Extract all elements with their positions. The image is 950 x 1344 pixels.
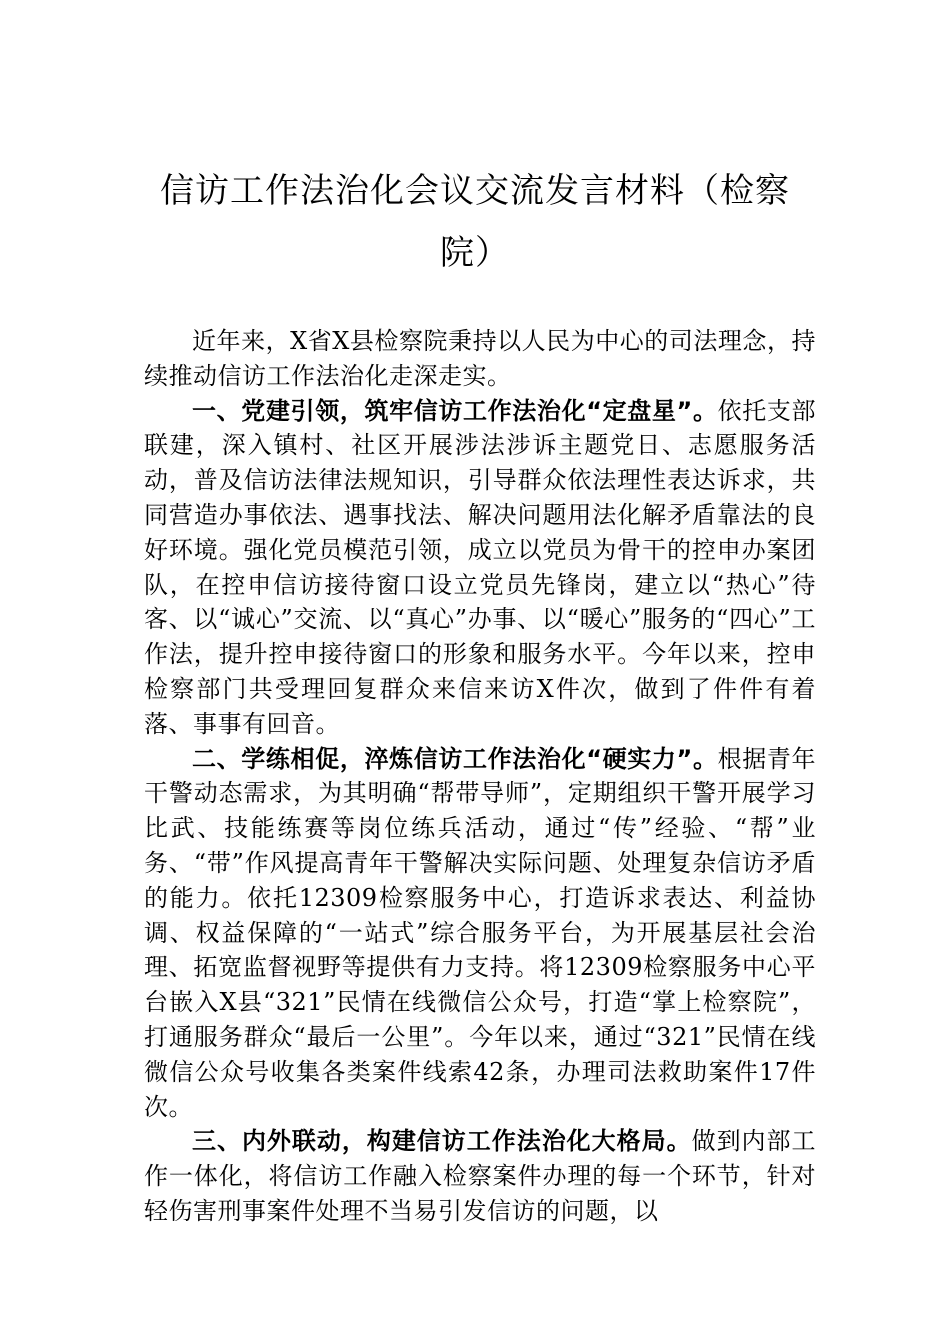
paragraph-section-3: [144, 1124, 816, 1228]
document-title: [140, 160, 810, 284]
paragraph-text: 根据青年干警动态需求，为其明确“帮带导师”，定期组织干警开展学习比武、技能练赛等岗位练兵活动，通过“传”经验、“帮”业务、“带”作风提高青年干警解决实际问题、处理复杂信访矛盾的能力。依托12309检察服务中心，打造诉求表达、利益协调、权益保障的“一站式”综合服务平台，为开展基层社会治理、拓宽监督视野等提供有力支持。将12309检察服务中心平台嵌入X县“321”民情在线微信公众号，打造“掌上检察院”，打通服务群众“最后一公里”。今年以来，通过“321”民情在线微信公众号收集各类案件线索42条，办理司法救助案件17件次。: [144, 744, 817, 1121]
document-body: [144, 324, 816, 1229]
section-heading-3: 三、内外联动，构建信访工作法治化大格局。: [192, 1127, 692, 1156]
section-heading-1: 一、党建引领，筑牢信访工作法治化“定盘星”。: [192, 396, 718, 425]
title-line-1: 信访工作法治化会议交流发言材料（检察: [160, 171, 790, 211]
paragraph-text: 依托支部联建，深入镇村、社区开展涉法涉诉主题党日、志愿服务活动，普及信访法律法规知识，引导群众依法理性表达诉求，共同营造办事依法、遇事找法、解决问题用法化解矛盾靠法的良好环境。强化党员模范引领，成立以党员为骨干的控申办案团队，在控申信访接待窗口设立党员先锋岗，建立以“热心”待客、以“诚心”交流、以“真心”办事、以“暖心”服务的“四心”工作法，提升控申接待窗口的形象和服务水平。今年以来，控申检察部门共受理回复群众来信来访X件次，做到了件件有着落、事事有回音。: [144, 396, 817, 738]
section-heading-2: 二、学练相促，淬炼信访工作法治化“硬实力”。: [192, 744, 718, 773]
paragraph-section-1: [144, 394, 816, 742]
title-line-2: 院）: [440, 233, 510, 273]
paragraph-text: 近年来，X省X县检察院秉持以人民为中心的司法理念，持续推动信访工作法治化走深走实。: [144, 327, 816, 390]
paragraph-intro: [144, 324, 816, 394]
paragraph-text: 做到内部工作一体化，将信访工作融入检察案件办理的每一个环节，针对轻伤害刑事案件处理不当易引发信访的问题，以: [144, 1127, 817, 1225]
paragraph-section-2: [144, 742, 816, 1125]
